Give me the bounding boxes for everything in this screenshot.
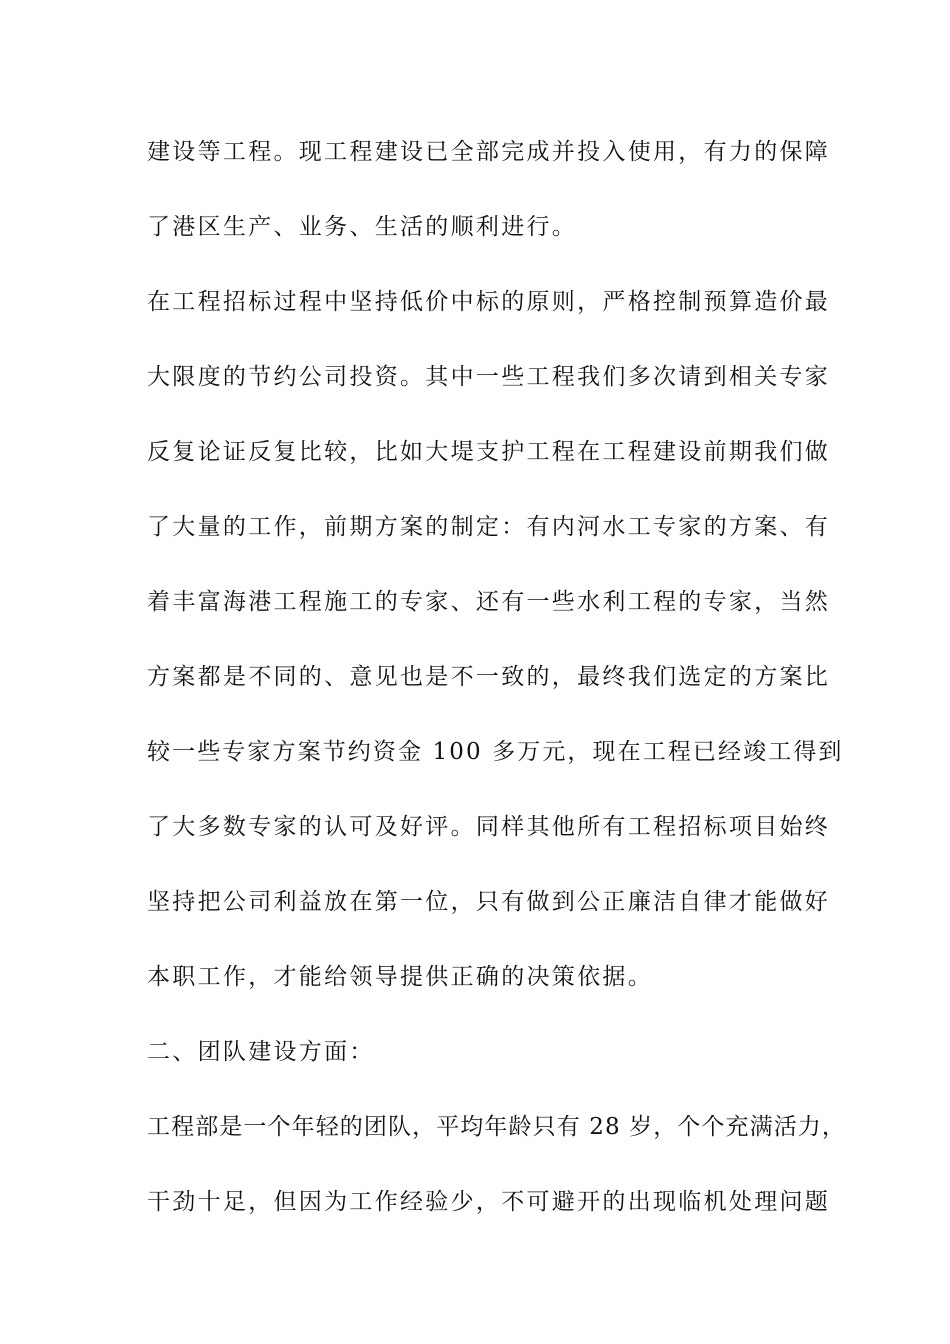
paragraph-line-6: 了大量的工作，前期方案的制定：有内河水工专家的方案、有 xyxy=(147,514,831,540)
paragraph-line-2: 了港区生产、业务、生活的顺利进行。 xyxy=(147,214,578,240)
paragraph-line-8: 方案都是不同的、意见也是不一致的，最终我们选定的方案比 xyxy=(147,664,831,690)
paragraph-line-12: 本职工作，才能给领导提供正确的决策依据。 xyxy=(147,964,653,990)
paragraph-line-5: 反复论证反复比较，比如大堤支护工程在工程建设前期我们做 xyxy=(147,439,831,465)
paragraph-line-1: 建设等工程。现工程建设已全部完成并投入使用，有力的保障 xyxy=(147,139,831,165)
paragraph-line-15: 干劲十足，但因为工作经验少，不可避开的出现临机处理问题 xyxy=(147,1189,831,1215)
paragraph-line-7: 着丰富海港工程施工的专家、还有一些水利工程的专家，当然 xyxy=(147,589,831,615)
paragraph-line-14: 工程部是一个年轻的团队，平均年龄只有 28 岁，个个充满活力， xyxy=(147,1114,846,1140)
paragraph-line-10: 了大多数专家的认可及好评。同样其他所有工程招标项目始终 xyxy=(147,814,831,840)
paragraph-line-4: 大限度的节约公司投资。其中一些工程我们多次请到相关专家 xyxy=(147,364,831,390)
paragraph-line-3: 在工程招标过程中坚持低价中标的原则，严格控制预算造价最 xyxy=(147,289,831,315)
paragraph-line-11: 坚持把公司利益放在第一位，只有做到公正廉洁自律才能做好 xyxy=(147,889,831,915)
paragraph-line-9: 较一些专家方案节约资金 100 多万元，现在工程已经竣工得到 xyxy=(147,739,844,765)
section-heading: 二、团队建设方面： xyxy=(147,1039,375,1065)
